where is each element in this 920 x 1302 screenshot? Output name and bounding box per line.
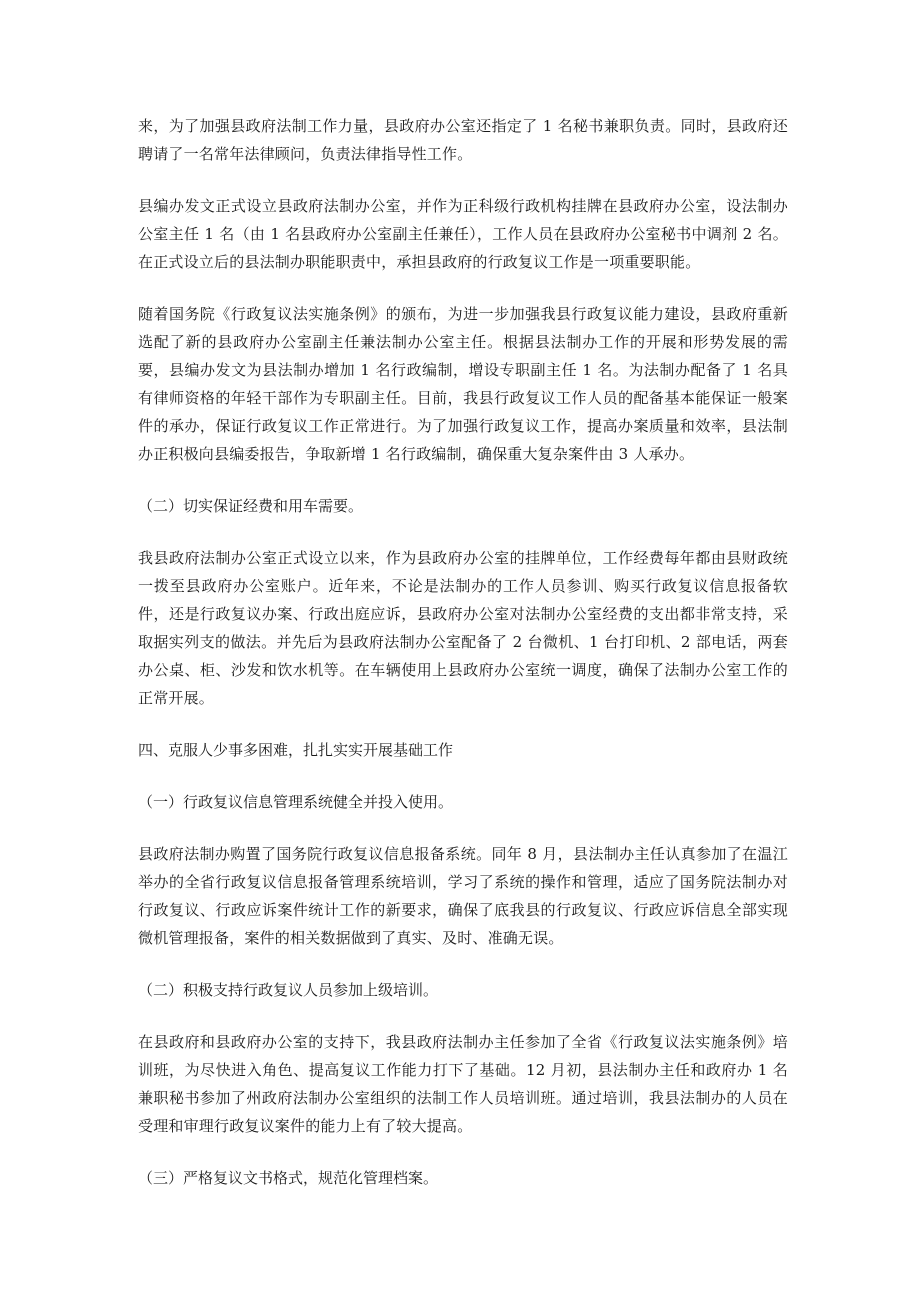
- paragraph-3: 随着国务院《行政复议法实施条例》的颁布，为进一步加强我县行政复议能力建设，县政府重新选配了新的县政府办公室副主任兼法制办公室主任。根据县法制办工作的开展和形势发展的需要，县编办发文为县法制办增加 1 名行政编制，增设专职副主任 1 名。为法制办配备了 1 名具有律师资格的年轻干部作为专职副主任。目前，我县行政复议工作人员的配备基本能保证一般案件的承办，保证行政复议工作正常进行。为了加强行政复议工作，提高办案质量和效率，县法制办正积极向县编委报告，争取新增 1 名行政编制，确保重大复杂案件由 3 人承办。: [138, 305, 788, 463]
- paragraph-5: 县政府法制办购置了国务院行政复议信息报备系统。同年 8 月，县法制办主任认真参加了在温江举办的全省行政复议信息报备管理系统培训，学习了系统的操作和管理，适应了国务院法制办对行政复议、行政应诉案件统计工作的新要求，确保了底我县的行政复议、行政应诉信息全部实现微机管理报备，案件的相关数据做到了真实、及时、准确无误。: [138, 845, 788, 947]
- section-heading-4: 四、克服人少事多困难，扎扎实实开展基础工作: [138, 741, 454, 759]
- subheading-archives: （三）严格复议文书格式，规范化管理档案。: [138, 1169, 439, 1187]
- subheading-funding: （二）切实保证经费和用车需要。: [138, 497, 364, 515]
- document-page: [138, 112, 788, 1216]
- subheading-info-system: （一）行政复议信息管理系统健全并投入使用。: [138, 793, 454, 811]
- paragraph-4: 我县政府法制办公室正式设立以来，作为县政府办公室的挂牌单位，工作经费每年都由县财政统一拨至县政府办公室账户。近年来，不论是法制办的工作人员参训、购买行政复议信息报备软件，还是行政复议办案、行政出庭应诉，县政府办公室对法制办公室经费的支出都非常支持，采取据实列支的做法。并先后为县政府法制办公室配备了 2 台微机、1 台打印机、2 部电话，两套办公桌、柜、沙发和饮水机等。在车辆使用上县政府办公室统一调度，确保了法制办公室工作的正常开展。: [138, 549, 788, 707]
- paragraph-1: 来，为了加强县政府法制工作力量，县政府办公室还指定了 1 名秘书兼职负责。同时，县政府还聘请了一名常年法律顾问，负责法律指导性工作。: [138, 117, 788, 163]
- paragraph-2: 县编办发文正式设立县政府法制办公室，并作为正科级行政机构挂牌在县政府办公室，设法制办公室主任 1 名（由 1 名县政府办公室副主任兼任），工作人员在县政府办公室秘书中调剂 2 名。在正式设立后的县法制办职能职责中，承担县政府的行政复议工作是一项重要职能。: [138, 197, 788, 271]
- subheading-training: （二）积极支持行政复议人员参加上级培训。: [138, 981, 439, 999]
- paragraph-6: 在县政府和县政府办公室的支持下，我县政府法制办主任参加了全省《行政复议法实施条例》培训班，为尽快进入角色、提高复议工作能力打下了基础。12 月初，县法制办主任和政府办 1 名兼职秘书参加了州政府法制办公室组织的法制工作人员培训班。通过培训，我县法制办的人员在受理和审理行政复议案件的能力上有了较大提高。: [138, 1033, 788, 1135]
